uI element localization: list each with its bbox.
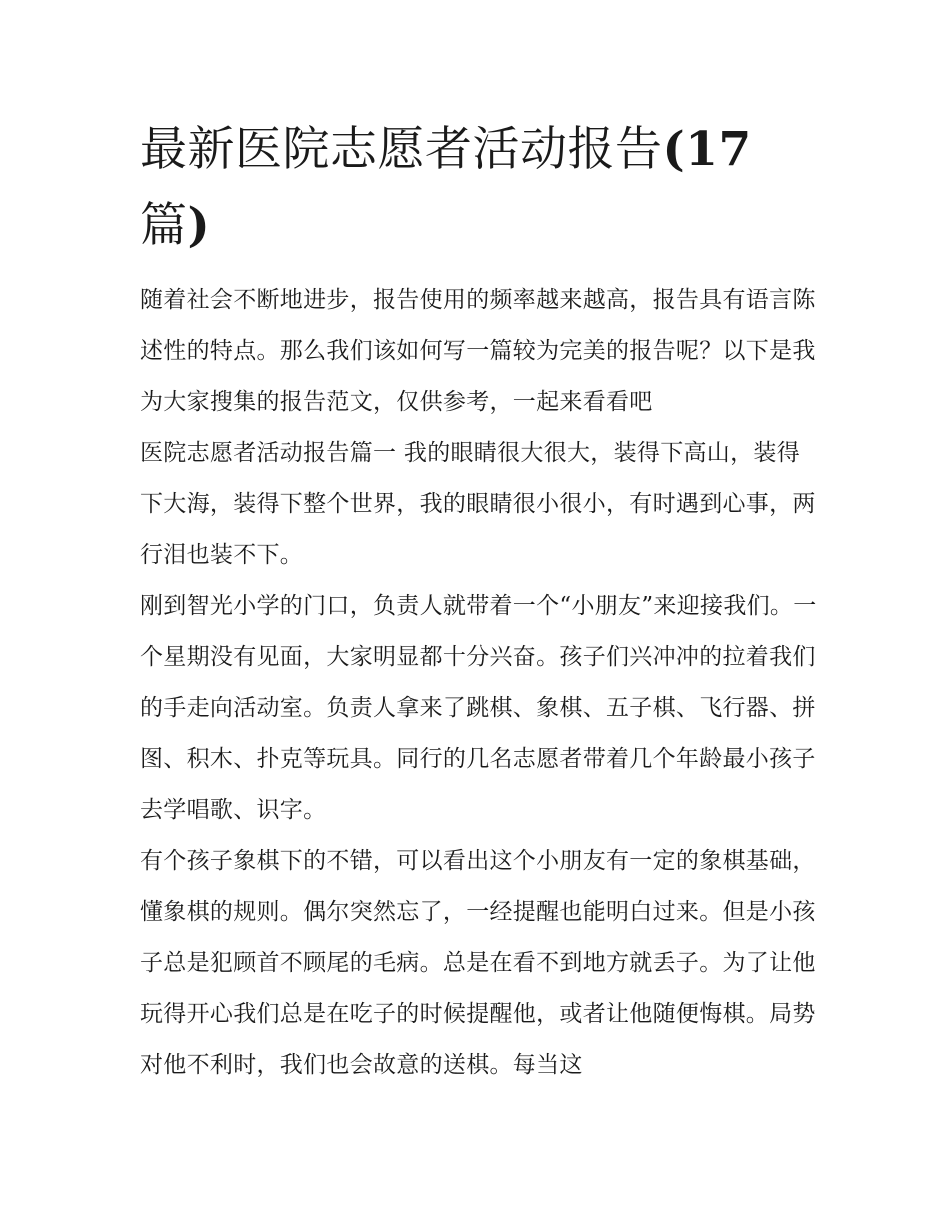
paragraph-arrival: 刚到智光小学的门口，负责人就带着一个“小朋友”来迎接我们。一个星期没有见面，大家明显都十分兴奋。孩子们兴冲冲的拉着我们的手走向活动室。负责人拿来了跳棋、象棋、五子棋、飞行器、拼图、积木、扑克等玩具。同行的几名志愿者带着几个年龄最小孩子去学唱歌、识字。 [140, 593, 817, 823]
paragraph-chess: 有个孩子象棋下的不错，可以看出这个小朋友有一定的象棋基础，懂象棋的规则。偶尔突然忘了，一经提醒也能明白过来。但是小孩子总是犯顾首不顾尾的毛病。总是在看不到地方就丢子。为了让他玩得开心我们总是在吃子的时候提醒他，或者让他随便悔棋。局势对他不利时，我们也会故意的送棋。每当这 [140, 848, 816, 1078]
document-body [140, 275, 820, 1091]
paragraph-eyes: 医院志愿者活动报告篇一 我的眼睛很大很大，装得下高山，装得下大海，装得下整个世界，我的眼睛很小很小，有时遇到心事，两行泪也装不下。 [140, 440, 816, 568]
title-main-text: 最新医院志愿者活动报告 [140, 122, 663, 177]
document-title [140, 112, 820, 264]
title-count-char: 篇 [140, 198, 188, 253]
title-count-open: (17 [662, 122, 752, 177]
title-count-close: ) [187, 198, 211, 253]
paragraph-intro: 随着社会不断地进步，报告使用的频率越来越高，报告具有语言陈述性的特点。那么我们该如何写一篇较为完美的报告呢？以下是我为大家搜集的报告范文，仅供参考，一起来看看吧 [140, 287, 816, 415]
